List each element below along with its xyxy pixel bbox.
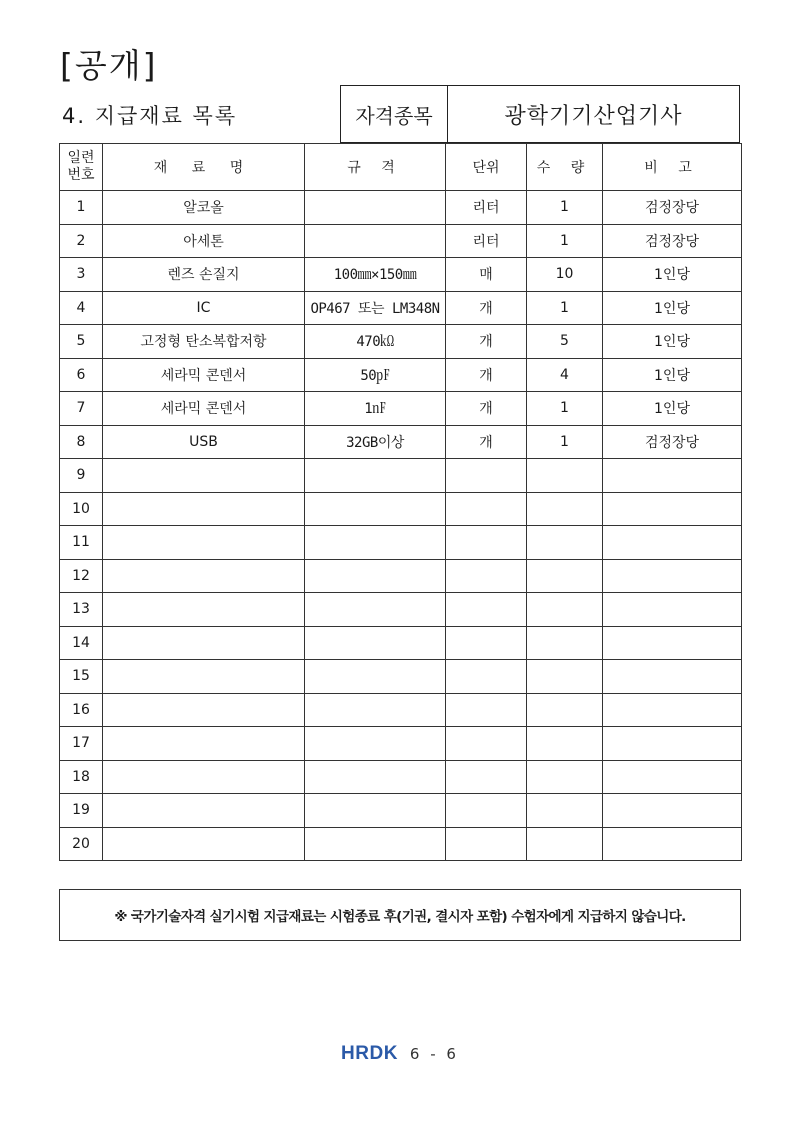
cell-remarks: 1인당 xyxy=(603,258,742,292)
cell-spec: 100㎜×150㎜ xyxy=(305,258,446,292)
cell-material-name xyxy=(103,459,305,493)
cell-quantity xyxy=(527,660,603,694)
cell-material-name xyxy=(103,794,305,828)
cell-serial-no: 5 xyxy=(60,325,103,359)
cell-quantity: 10 xyxy=(527,258,603,292)
table-row xyxy=(60,459,742,493)
table-row xyxy=(60,693,742,727)
cell-quantity: 1 xyxy=(527,392,603,426)
cell-unit: 개 xyxy=(446,325,527,359)
cell-quantity xyxy=(527,526,603,560)
disclosure-tag: [공개] xyxy=(60,46,158,85)
cell-unit xyxy=(446,593,527,627)
cell-quantity xyxy=(527,693,603,727)
cell-spec xyxy=(305,626,446,660)
cell-serial-no: 18 xyxy=(60,760,103,794)
cell-remarks: 검정장당 xyxy=(603,224,742,258)
table-row xyxy=(60,660,742,694)
cell-serial-no: 13 xyxy=(60,593,103,627)
hrdk-logo: HRDK xyxy=(341,1043,398,1064)
header-remarks: 비 고 xyxy=(603,144,742,191)
cell-spec: OP467 또는 LM348N xyxy=(305,291,446,325)
cell-material-name xyxy=(103,559,305,593)
cell-spec xyxy=(305,526,446,560)
cell-unit xyxy=(446,827,527,861)
cell-serial-no: 6 xyxy=(60,358,103,392)
cell-quantity xyxy=(527,827,603,861)
cell-remarks xyxy=(603,693,742,727)
cell-quantity: 1 xyxy=(527,425,603,459)
cell-material-name: 아세톤 xyxy=(103,224,305,258)
cell-spec xyxy=(305,660,446,694)
page-number: 6 - 6 xyxy=(409,1045,459,1063)
cell-spec: 32GB이상 xyxy=(305,425,446,459)
cell-quantity: 4 xyxy=(527,358,603,392)
cell-spec xyxy=(305,559,446,593)
table-header-row xyxy=(60,144,742,191)
cell-unit xyxy=(446,459,527,493)
page-footer xyxy=(0,1043,800,1065)
cell-unit xyxy=(446,727,527,761)
table-row xyxy=(60,727,742,761)
cell-quantity xyxy=(527,794,603,828)
cell-remarks: 1인당 xyxy=(603,358,742,392)
cell-serial-no: 14 xyxy=(60,626,103,660)
section-title: 4. 지급재료 목록 xyxy=(62,104,238,128)
cell-unit: 매 xyxy=(446,258,527,292)
cell-material-name xyxy=(103,626,305,660)
cell-unit xyxy=(446,492,527,526)
cell-material-name xyxy=(103,760,305,794)
cell-unit xyxy=(446,760,527,794)
cell-quantity xyxy=(527,626,603,660)
cell-remarks: 1인당 xyxy=(603,291,742,325)
header-quantity: 수 량 xyxy=(527,144,603,191)
cell-material-name xyxy=(103,660,305,694)
cell-serial-no: 2 xyxy=(60,224,103,258)
cell-spec xyxy=(305,693,446,727)
cell-spec xyxy=(305,191,446,225)
cell-quantity: 1 xyxy=(527,224,603,258)
table-row xyxy=(60,224,742,258)
cell-unit: 개 xyxy=(446,291,527,325)
cell-serial-no: 4 xyxy=(60,291,103,325)
cell-material-name: USB xyxy=(103,425,305,459)
cell-material-name xyxy=(103,827,305,861)
table-row xyxy=(60,827,742,861)
cell-remarks: 1인당 xyxy=(603,325,742,359)
cell-unit: 리터 xyxy=(446,191,527,225)
header-serial-no: 일련 번호 xyxy=(60,144,103,191)
cell-quantity xyxy=(527,760,603,794)
cell-quantity xyxy=(527,559,603,593)
cell-remarks xyxy=(603,526,742,560)
cell-spec xyxy=(305,492,446,526)
cell-remarks xyxy=(603,660,742,694)
cell-material-name: IC xyxy=(103,291,305,325)
cell-remarks xyxy=(603,827,742,861)
table-row xyxy=(60,760,742,794)
cell-remarks xyxy=(603,727,742,761)
cell-spec xyxy=(305,459,446,493)
cell-material-name xyxy=(103,693,305,727)
cell-quantity xyxy=(527,492,603,526)
cell-remarks: 검정장당 xyxy=(603,191,742,225)
table-row xyxy=(60,626,742,660)
table-row xyxy=(60,325,742,359)
materials-table xyxy=(59,143,742,861)
table-row xyxy=(60,258,742,292)
cell-serial-no: 15 xyxy=(60,660,103,694)
cell-serial-no: 9 xyxy=(60,459,103,493)
cell-unit: 개 xyxy=(446,425,527,459)
cell-quantity xyxy=(527,593,603,627)
cell-material-name: 렌즈 손질지 xyxy=(103,258,305,292)
cell-remarks xyxy=(603,593,742,627)
header-unit: 단위 xyxy=(446,144,527,191)
qualification-box xyxy=(340,85,740,143)
cell-remarks xyxy=(603,559,742,593)
cell-remarks: 검정장당 xyxy=(603,425,742,459)
qualification-value: 광학기기산업기사 xyxy=(504,103,683,129)
cell-unit xyxy=(446,526,527,560)
cell-spec xyxy=(305,224,446,258)
table-row xyxy=(60,794,742,828)
cell-spec xyxy=(305,727,446,761)
table-row xyxy=(60,492,742,526)
cell-material-name: 고정형 탄소복합저항 xyxy=(103,325,305,359)
cell-quantity: 1 xyxy=(527,191,603,225)
cell-material-name xyxy=(103,492,305,526)
cell-spec: 1㎋ xyxy=(305,392,446,426)
cell-serial-no: 7 xyxy=(60,392,103,426)
cell-material-name: 세라믹 콘덴서 xyxy=(103,392,305,426)
cell-spec: 50㎊ xyxy=(305,358,446,392)
table-row xyxy=(60,392,742,426)
cell-remarks xyxy=(603,760,742,794)
cell-serial-no: 8 xyxy=(60,425,103,459)
cell-material-name xyxy=(103,526,305,560)
cell-serial-no: 19 xyxy=(60,794,103,828)
cell-material-name xyxy=(103,727,305,761)
cell-spec xyxy=(305,760,446,794)
cell-serial-no: 10 xyxy=(60,492,103,526)
cell-unit xyxy=(446,794,527,828)
cell-unit xyxy=(446,626,527,660)
cell-quantity xyxy=(527,459,603,493)
table-row xyxy=(60,358,742,392)
cell-unit: 개 xyxy=(446,392,527,426)
table-row xyxy=(60,425,742,459)
cell-unit: 리터 xyxy=(446,224,527,258)
cell-remarks xyxy=(603,459,742,493)
table-row xyxy=(60,593,742,627)
table-row xyxy=(60,291,742,325)
cell-unit xyxy=(446,693,527,727)
cell-material-name xyxy=(103,593,305,627)
cell-remarks xyxy=(603,492,742,526)
cell-serial-no: 16 xyxy=(60,693,103,727)
cell-serial-no: 12 xyxy=(60,559,103,593)
cell-serial-no: 1 xyxy=(60,191,103,225)
cell-remarks: 1인당 xyxy=(603,392,742,426)
qualification-label: 자격종목 xyxy=(341,86,448,142)
cell-quantity: 1 xyxy=(527,291,603,325)
cell-unit xyxy=(446,559,527,593)
cell-material-name: 세라믹 콘덴서 xyxy=(103,358,305,392)
table-row xyxy=(60,191,742,225)
cell-quantity: 5 xyxy=(527,325,603,359)
header-spec: 규 격 xyxy=(305,144,446,191)
cell-material-name: 알코올 xyxy=(103,191,305,225)
table-row xyxy=(60,559,742,593)
cell-serial-no: 20 xyxy=(60,827,103,861)
header-material-name: 재 료 명 xyxy=(103,144,305,191)
cell-spec xyxy=(305,794,446,828)
cell-spec xyxy=(305,593,446,627)
notice-box: ※ 국가기술자격 실기시험 지급재료는 시험종료 후(기권, 결시자 포함) 수험자에게 지급하지 않습니다. xyxy=(59,889,741,941)
cell-remarks xyxy=(603,794,742,828)
cell-serial-no: 3 xyxy=(60,258,103,292)
cell-spec: 470㏀ xyxy=(305,325,446,359)
cell-spec xyxy=(305,827,446,861)
cell-serial-no: 17 xyxy=(60,727,103,761)
table-row xyxy=(60,526,742,560)
cell-unit xyxy=(446,660,527,694)
cell-unit: 개 xyxy=(446,358,527,392)
cell-remarks xyxy=(603,626,742,660)
cell-quantity xyxy=(527,727,603,761)
cell-serial-no: 11 xyxy=(60,526,103,560)
